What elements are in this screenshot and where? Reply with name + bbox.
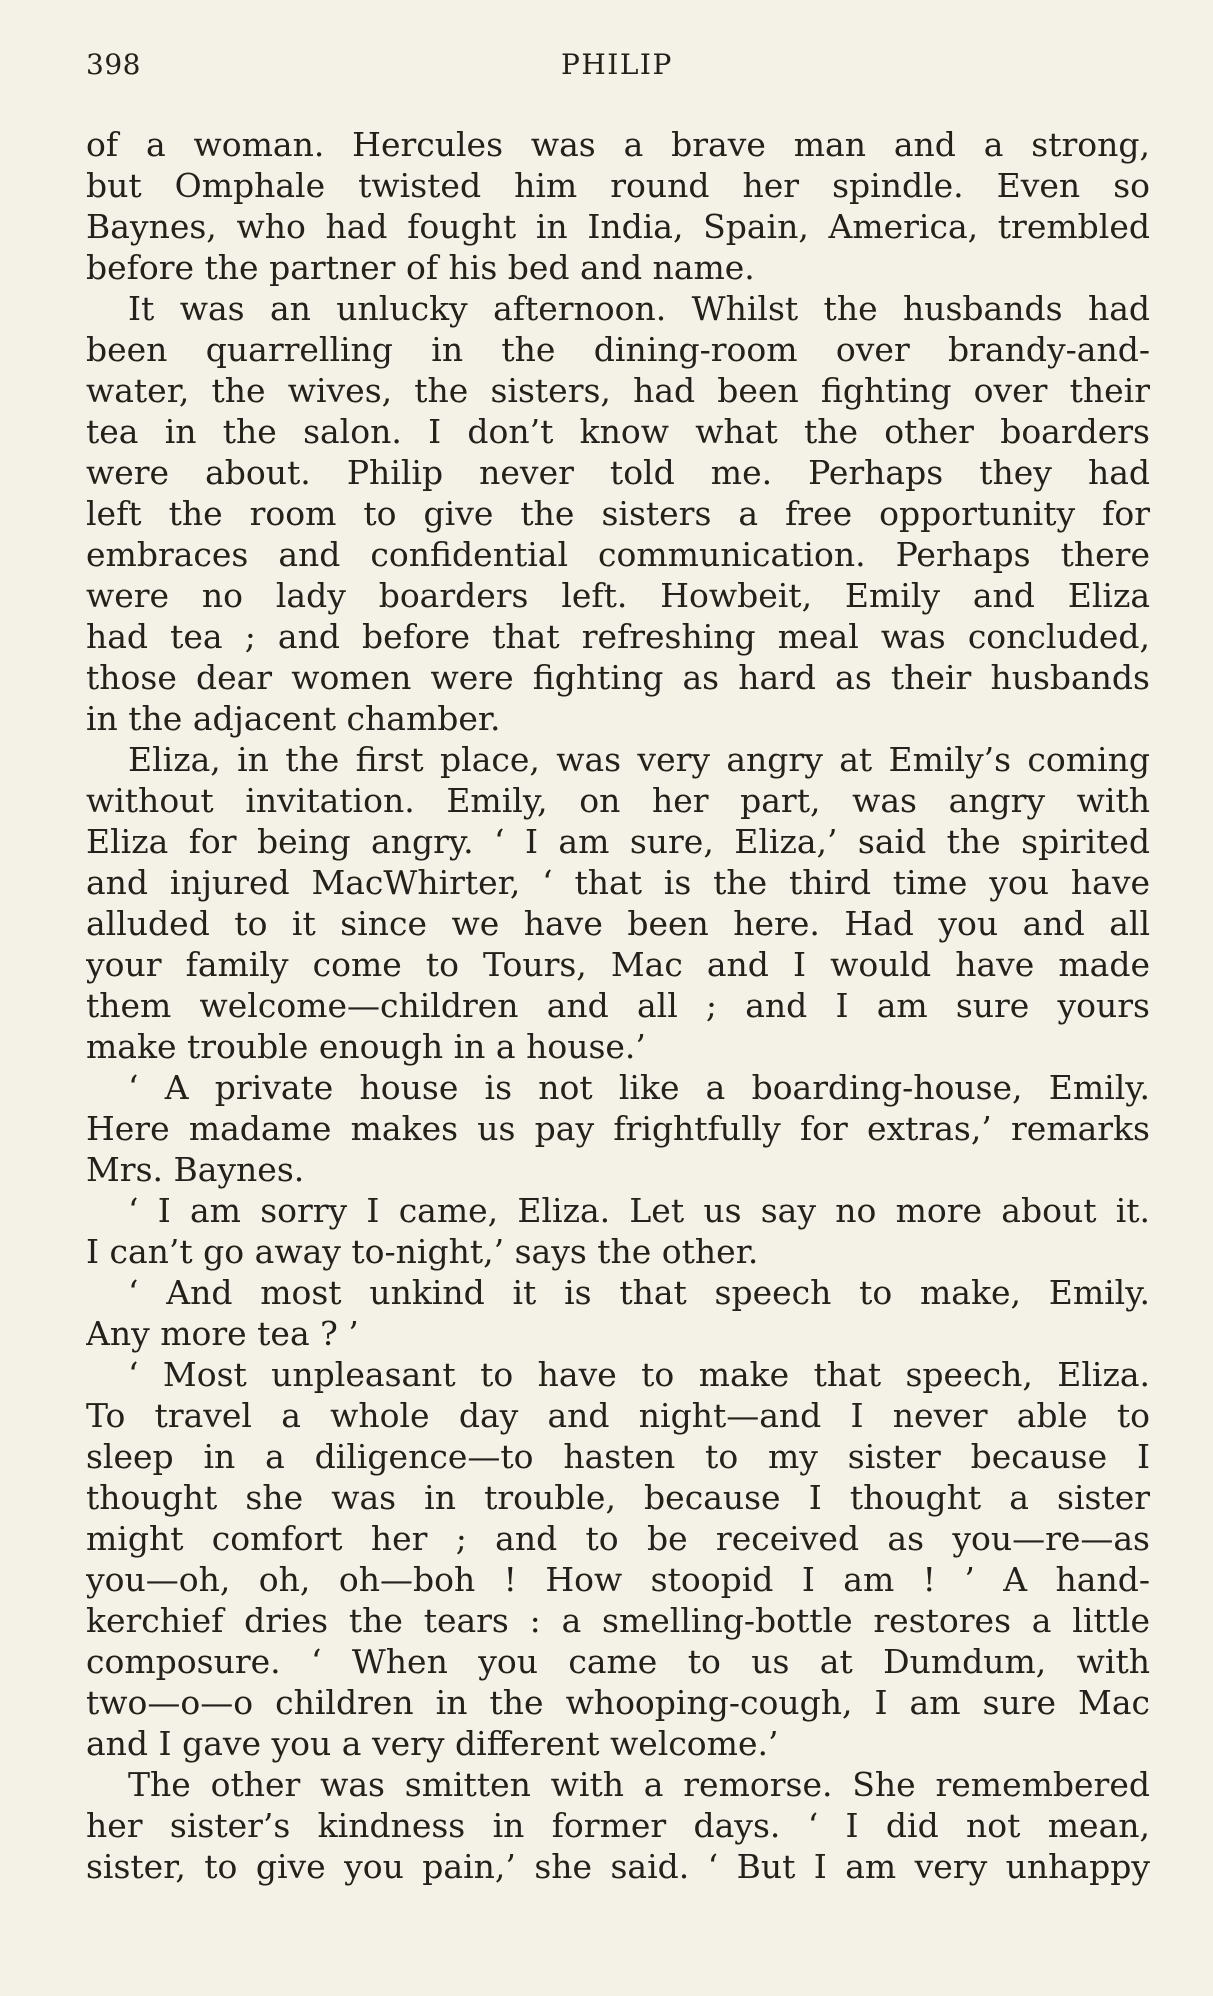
text-line: tea in the salon. I don’t know what the other boarders bbox=[86, 412, 1150, 451]
text-line: without invitation. Emily, on her part, was angry with bbox=[86, 781, 1150, 820]
text-line: your family come to Tours, Mac and I would have made bbox=[86, 945, 1150, 984]
text-line: of a woman. Hercules was a brave man and a strong, bbox=[86, 125, 1150, 164]
text-line: water, the wives, the sisters, had been fighting over their bbox=[86, 371, 1150, 410]
text-line: and injured MacWhirter, ‘ that is the third time you have bbox=[86, 863, 1150, 902]
text-line: sleep in a diligence—to hasten to my sister because I bbox=[86, 1437, 1150, 1476]
text-line: ‘ Most unpleasant to have to make that speech, Eliza. bbox=[128, 1355, 1150, 1394]
text-line: composure. ‘ When you came to us at Dumdum, with bbox=[86, 1642, 1150, 1681]
text-line: To travel a whole day and night—and I never able to bbox=[86, 1396, 1150, 1435]
text-line: left the room to give the sisters a free opportunity for bbox=[86, 494, 1150, 533]
text-line: had tea ; and before that refreshing meal was concluded, bbox=[86, 617, 1150, 656]
text-line: but Omphale twisted him round her spindle. Even so bbox=[86, 166, 1150, 205]
page-number: 398 bbox=[86, 48, 141, 81]
text-line: sister, to give you pain,’ she said. ‘ But I am very unhappy bbox=[86, 1847, 1150, 1886]
text-line: in the adjacent chamber. bbox=[86, 699, 501, 738]
text-line: been quarrelling in the dining-room over brandy-and- bbox=[86, 330, 1150, 369]
text-line: The other was smitten with a remorse. She remembered bbox=[128, 1765, 1150, 1804]
text-line: Eliza for being angry. ‘ I am sure, Eliza,’ said the spirited bbox=[86, 822, 1150, 861]
text-line: ‘ I am sorry I came, Eliza. Let us say no more about it. bbox=[128, 1191, 1150, 1230]
page-header bbox=[86, 48, 1146, 92]
text-line: those dear women were fighting as hard as their husbands bbox=[86, 658, 1150, 697]
text-line: were about. Philip never told me. Perhaps they had bbox=[86, 453, 1150, 492]
text-line: and I gave you a very different welcome.’ bbox=[86, 1724, 779, 1763]
text-line: thought she was in trouble, because I thought a sister bbox=[86, 1478, 1150, 1517]
text-line: Eliza, in the first place, was very angry at Emily’s coming bbox=[128, 740, 1150, 779]
text-line: ‘ And most unkind it is that speech to make, Emily. bbox=[128, 1273, 1150, 1312]
text-line: alluded to it since we have been here. Had you and all bbox=[86, 904, 1150, 943]
body-text bbox=[86, 124, 1150, 1884]
text-line: kerchief dries the tears : a smelling-bottle restores a little bbox=[86, 1601, 1150, 1640]
text-line: Any more tea ? ’ bbox=[86, 1314, 359, 1353]
text-line: them welcome—children and all ; and I am sure yours bbox=[86, 986, 1150, 1025]
text-line: ‘ A private house is not like a boarding-house, Emily. bbox=[128, 1068, 1150, 1107]
text-line: make trouble enough in a house.’ bbox=[86, 1027, 646, 1066]
text-line: might comfort her ; and to be received as you—re—as bbox=[86, 1519, 1150, 1558]
text-line: Baynes, who had fought in India, Spain, America, trembled bbox=[86, 207, 1150, 246]
text-line: Here madame makes us pay frightfully for extras,’ remarks bbox=[86, 1109, 1150, 1148]
text-line: Mrs. Baynes. bbox=[86, 1150, 305, 1189]
text-line: were no lady boarders left. Howbeit, Emily and Eliza bbox=[86, 576, 1150, 615]
text-line: It was an unlucky afternoon. Whilst the husbands had bbox=[128, 289, 1150, 328]
text-line: you—oh, oh, oh—boh ! How stoopid I am ! ’ A hand- bbox=[86, 1560, 1150, 1599]
running-title: PHILIP bbox=[561, 48, 673, 81]
text-line: two—o—o children in the whooping-cough, I am sure Mac bbox=[86, 1683, 1150, 1722]
text-line: her sister’s kindness in former days. ‘ I did not mean, bbox=[86, 1806, 1150, 1845]
text-line: before the partner of his bed and name. bbox=[86, 248, 755, 287]
text-line: embraces and confidential communication. Perhaps there bbox=[86, 535, 1150, 574]
text-line: I can’t go away to-night,’ says the other. bbox=[86, 1232, 759, 1271]
